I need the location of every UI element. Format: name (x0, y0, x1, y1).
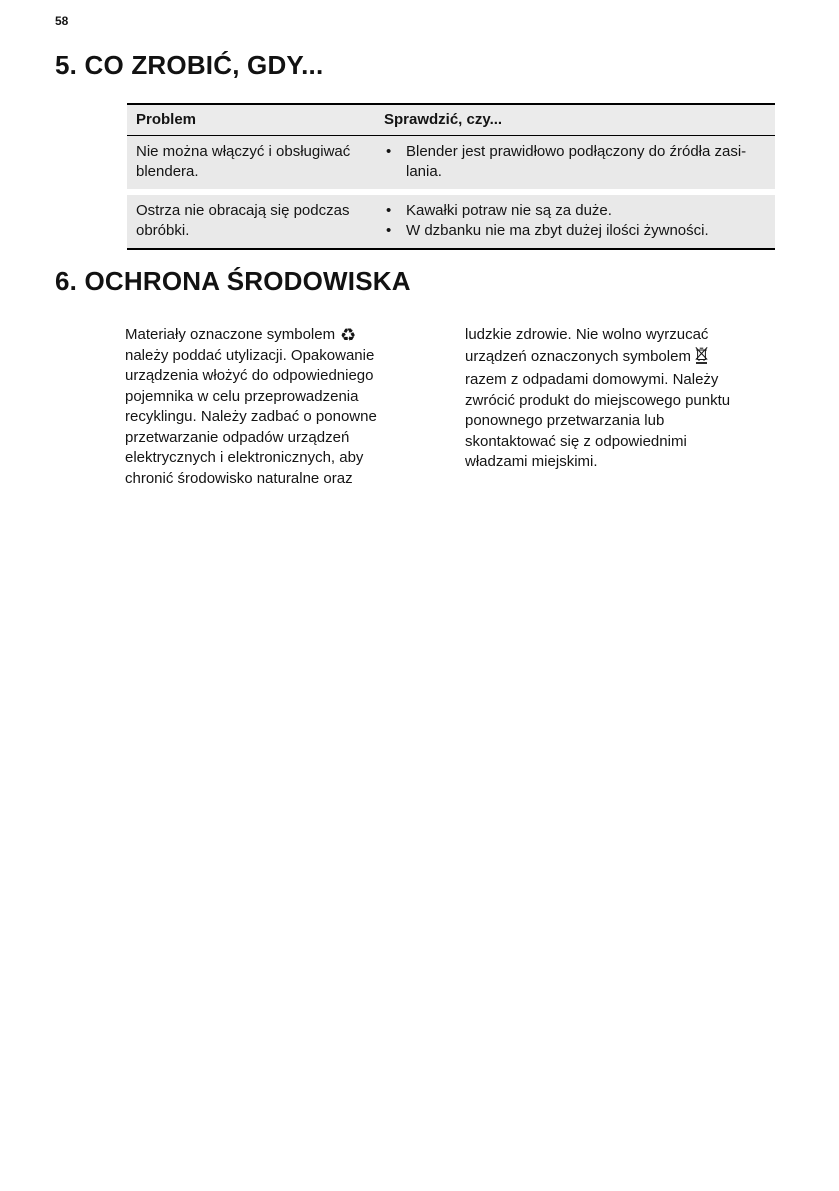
check-item (384, 201, 765, 221)
text-span: należy poddać utylizacji. Opakowanie (125, 346, 375, 364)
check-text (406, 221, 709, 241)
text-span: zwrócić produkt do miejscowego punktu (465, 391, 731, 409)
check-text (406, 201, 612, 221)
env-paragraph-right (465, 325, 785, 489)
table-body (127, 136, 775, 248)
table-header-row (127, 105, 775, 136)
text-span: urządzenia włożyć do odpowiedniego (125, 367, 374, 384)
text-line (125, 407, 465, 428)
text-span: chronić środowisko naturalne oraz (125, 469, 353, 487)
text-span: przetwarzanie odpadów urządzeń (125, 428, 350, 446)
text-line (465, 325, 785, 346)
table-row (127, 136, 775, 189)
troubleshooting-table (127, 103, 775, 250)
text-line (125, 428, 465, 449)
weee-crossed-bin-icon (695, 346, 708, 371)
table-row (127, 195, 775, 248)
text-line (465, 346, 785, 371)
check-cell (375, 195, 775, 248)
problem-cell (127, 195, 375, 248)
text-line: Ostrza nie obracają się podczas (136, 202, 350, 219)
text-span: Materiały oznaczone symbolem (125, 326, 336, 343)
problem-cell (127, 136, 375, 189)
manual-page (0, 0, 839, 489)
text-line: W dzbanku nie ma zbyt dużej ilości żywności. (406, 222, 709, 239)
text-line (465, 432, 785, 453)
text-span: ponownego przetwarzania lub (465, 412, 665, 429)
table-header-check: Sprawdzić, czy... (384, 111, 503, 128)
bullet: • (386, 143, 392, 160)
page-number: 58 (55, 14, 69, 28)
text-line (125, 469, 465, 490)
text-line (125, 325, 465, 346)
text-span: skontaktować się z odpowiednimi (465, 432, 687, 450)
text-span: recyklingu. Należy zadbać o ponowne (125, 408, 377, 425)
text-line: blendera. (136, 163, 199, 180)
bullet: • (386, 202, 392, 219)
text-line: Blender jest prawidłowo podłączony do źródła zasi- (406, 143, 747, 160)
check-item (384, 221, 765, 241)
env-paragraph-left (125, 325, 465, 489)
text-span: razem z odpadami domowymi. Należy (465, 371, 719, 388)
section5-heading: 5. CO ZROBIĆ, GDY... (55, 50, 324, 80)
text-span: ludzkie zdrowie. Nie wolno wyrzucać (465, 326, 709, 343)
text-line (125, 448, 465, 469)
text-line: Kawałki potraw nie są za duże. (406, 202, 612, 219)
text-line: obróbki. (136, 222, 190, 239)
check-text (406, 142, 746, 182)
check-item (384, 142, 765, 182)
text-span: urządzeń oznaczonych symbolem (465, 347, 691, 365)
text-line (465, 452, 785, 473)
text-line (465, 411, 785, 432)
text-line (465, 370, 785, 391)
text-line (125, 346, 465, 367)
section6-heading: 6. OCHRONA ŚRODOWISKA (55, 266, 411, 296)
check-cell (375, 136, 775, 189)
text-line: Nie można włączyć i obsługiwać (136, 143, 351, 160)
text-span: elektrycznych i elektronicznych, aby (125, 449, 364, 466)
bullet: • (386, 222, 392, 239)
text-line (125, 387, 465, 408)
text-line (465, 391, 785, 412)
text-span: pojemnika w celu przeprowadzenia (125, 387, 359, 405)
text-line (125, 366, 465, 387)
recycling-icon: ♻ (340, 325, 357, 346)
text-span: władzami miejskimi. (465, 453, 598, 470)
table-header-problem: Problem (136, 111, 197, 128)
environment-text (125, 325, 775, 489)
text-line: lania. (406, 163, 442, 180)
